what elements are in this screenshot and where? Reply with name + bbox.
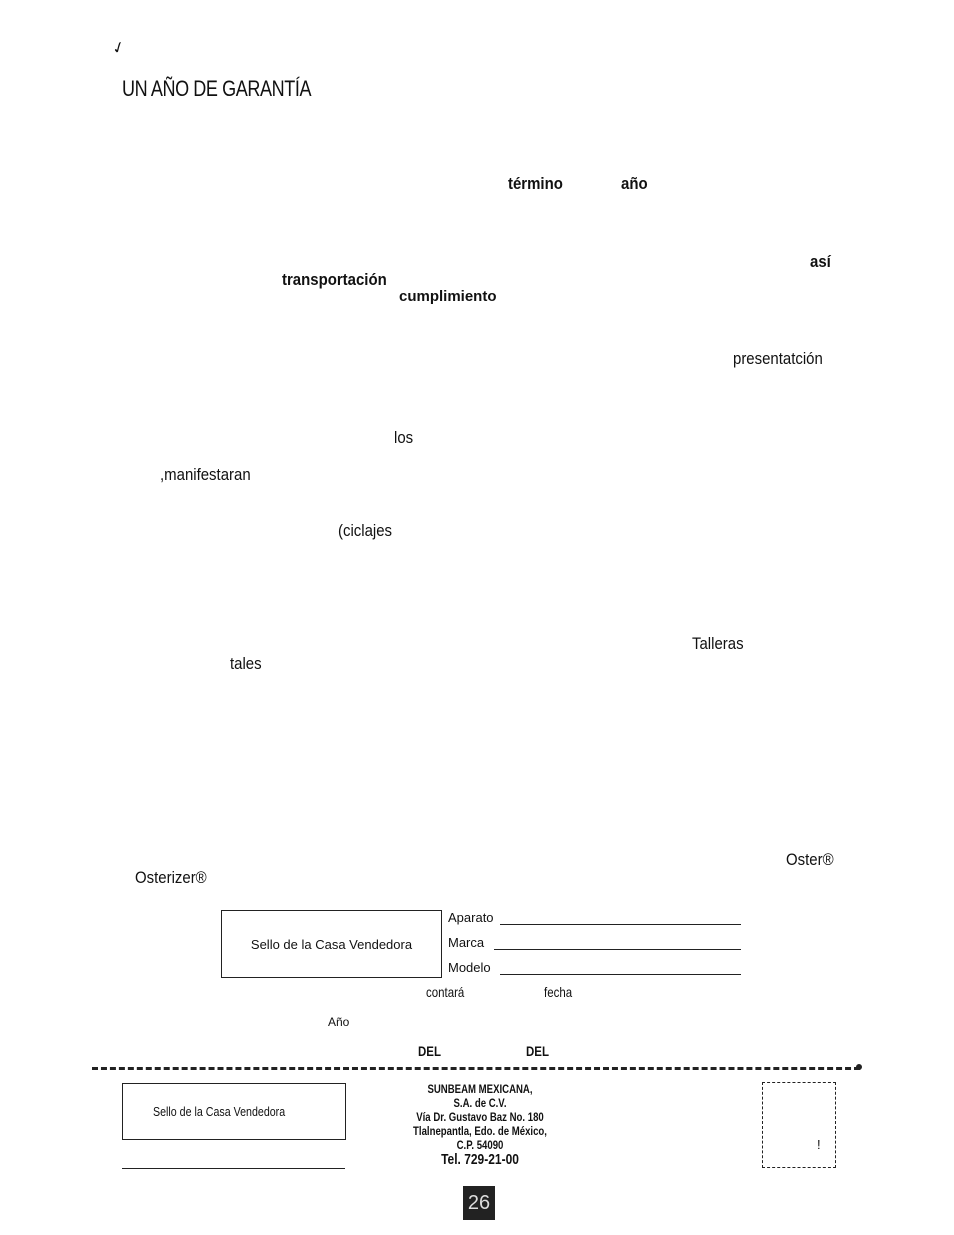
page-title: UN AÑO DE GARANTÍA (122, 76, 312, 101)
coupon-stamp-box (122, 1083, 346, 1140)
stamp-box-mark: ! (817, 1137, 821, 1152)
company-type: S.A. de C.V. (453, 1096, 507, 1110)
company-address-block (400, 1082, 560, 1168)
coupon-signature-line[interactable] (122, 1168, 345, 1169)
word-osterizer: Osterizer® (135, 868, 207, 887)
word-anio: Año (328, 1015, 350, 1029)
coupon-stamp-label: Sello de la Casa Vendedora (153, 1104, 286, 1119)
cut-line-divider (92, 1067, 860, 1070)
word-transportacion: transportación (282, 270, 387, 289)
word-los: los (394, 428, 414, 447)
word-presentacion: presentatción (733, 349, 823, 368)
word-talleras: Talleras (692, 634, 744, 653)
field-line-marca[interactable] (494, 949, 741, 950)
seller-stamp-label: Sello de la Casa Vendedora (250, 936, 413, 952)
company-city: Tlalnepantla, Edo. de México, (413, 1124, 547, 1138)
word-del-2: DEL (526, 1043, 549, 1059)
seller-stamp-box (221, 910, 442, 978)
field-label-aparato: Aparato (448, 910, 494, 925)
word-ciclajes: (ciclajes (338, 521, 393, 540)
company-phone: Tel. 729-21-00 (441, 1151, 519, 1168)
word-ano: año (621, 174, 648, 193)
word-manifestaran: ,manifestaran (160, 465, 251, 484)
word-asi: así (810, 252, 831, 271)
check-mark-icon: ✓ (109, 38, 129, 59)
word-tales: tales (230, 654, 262, 673)
company-postal: C.P. 54090 (456, 1138, 504, 1152)
word-cumplimiento: cumplimiento (399, 288, 497, 305)
word-del-1: DEL (418, 1043, 441, 1059)
page-number: 26 (463, 1186, 495, 1220)
field-label-marca: Marca (448, 935, 485, 950)
company-street: Vía Dr. Gustavo Baz No. 180 (416, 1110, 544, 1124)
field-label-modelo: Modelo (448, 960, 491, 975)
word-contara: contará (426, 984, 465, 1000)
word-oster: Oster® (786, 850, 834, 869)
word-termino: término (508, 174, 563, 193)
field-line-modelo[interactable] (500, 974, 741, 975)
cut-line-end-dot (856, 1064, 862, 1070)
word-fecha: fecha (544, 984, 573, 1000)
field-line-aparato[interactable] (500, 924, 741, 925)
postage-stamp-box (762, 1082, 836, 1168)
company-name: SUNBEAM MEXICANA, (427, 1082, 533, 1096)
